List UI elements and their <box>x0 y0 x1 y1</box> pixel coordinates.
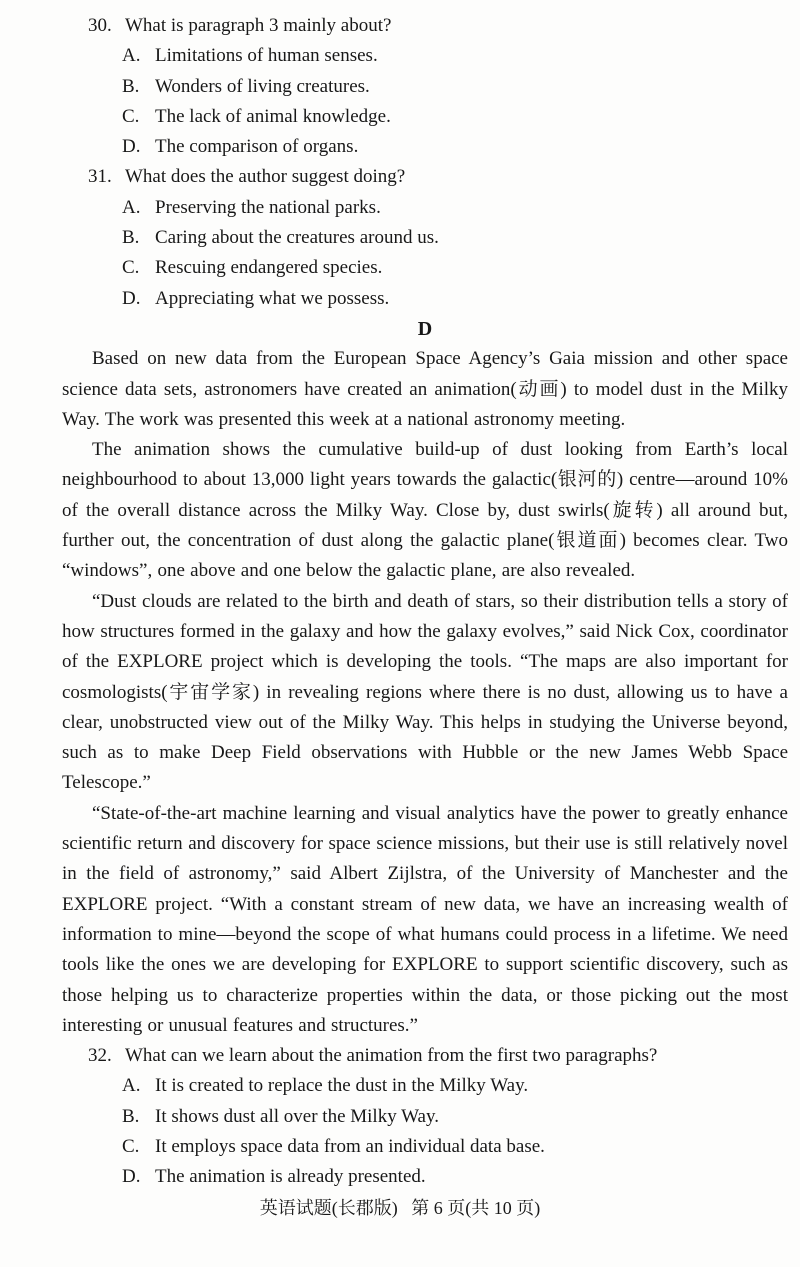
question-31-line <box>62 162 788 192</box>
option-c-label: C. <box>122 105 140 127</box>
option-a-text: Limitations of human senses. <box>155 45 378 67</box>
passage-paragraph-2: The animation shows the cumulative build-up of dust looking from Earth’s local neighbourhood to about 13,000 light years towards the galactic(银河的) centre—around 10% of the overall distance across the Milky Way. Close by, dust swirls(旋转) all around but, further out, the concentration of dust along the galactic plane(银道面) becomes clear. Two “windows”, one above and one below the galactic plane, are also revealed. <box>62 439 788 582</box>
question-31-text: What does the author suggest doing? <box>125 166 406 188</box>
option-b-text: It shows dust all over the Milky Way. <box>155 1105 439 1127</box>
question-30-option-c <box>62 102 788 132</box>
option-a-label: A. <box>122 45 141 67</box>
option-b-label: B. <box>122 1105 140 1127</box>
option-a-label: A. <box>122 196 141 218</box>
question-32-option-b <box>62 1102 788 1132</box>
option-c-text: Rescuing endangered species. <box>155 257 383 279</box>
option-d-text: The comparison of organs. <box>155 136 359 158</box>
option-c-text: The lack of animal knowledge. <box>155 105 391 127</box>
option-c-text: It employs space data from an individual data base. <box>155 1135 545 1157</box>
question-31-option-d <box>62 284 788 314</box>
question-30-option-b <box>62 72 788 102</box>
option-b-text: Caring about the creatures around us. <box>155 227 439 249</box>
page-content <box>0 11 800 1193</box>
question-32-text: What can we learn about the animation from the first two paragraphs? <box>125 1045 658 1067</box>
passage-paragraph-3: “Dust clouds are related to the birth and death of stars, so their distribution tells a story of how structures formed in the galaxy and how the galaxy evolves,” said Nick Cox, coordinator of the EXPLORE project which is developing the tools. “The maps are also important for cosmologists(宇宙学家) in revealing regions where there is no dust, allowing us to have a clear, unobstructed view out of the Milky Way. This helps in studying the Universe beyond, such as to make Deep Field observations with Hubble or the new James Webb Space Telescope.” <box>62 590 788 794</box>
option-a-text: Preserving the national parks. <box>155 196 381 218</box>
question-32-line <box>62 1041 788 1071</box>
question-32-option-c <box>62 1132 788 1162</box>
option-a-label: A. <box>122 1075 141 1097</box>
question-32-option-a <box>62 1071 788 1101</box>
option-d-text: The animation is already presented. <box>155 1166 426 1188</box>
question-30-line <box>62 11 788 41</box>
question-30-text: What is paragraph 3 mainly about? <box>125 15 392 36</box>
question-31-number: 31. <box>88 166 112 188</box>
option-c-label: C. <box>122 257 140 279</box>
option-a-text: It is created to replace the dust in the Milky Way. <box>155 1075 529 1097</box>
page-footer: 英语试题(长郡版) 第 6 页(共 10 页) <box>259 1197 541 1218</box>
option-b-label: B. <box>122 75 140 97</box>
question-31-option-c <box>62 253 788 283</box>
question-30-option-a <box>62 41 788 71</box>
question-31-option-a <box>62 193 788 223</box>
question-30-option-d <box>62 132 788 162</box>
option-b-label: B. <box>122 227 140 249</box>
option-d-label: D. <box>122 1166 141 1188</box>
section-label: D <box>417 317 433 340</box>
option-b-text: Wonders of living creatures. <box>155 75 370 97</box>
question-30 <box>62 11 788 162</box>
option-d-label: D. <box>122 136 141 158</box>
question-32-number: 32. <box>88 1045 112 1067</box>
option-d-label: D. <box>122 287 141 309</box>
passage-paragraph-4: “State-of-the-art machine learning and visual analytics have the power to greatly enhance scientific return and discovery for space science missions, but their use is still relatively novel in the field of astronomy,” said Albert Zijlstra, of the University of Manchester and the EXPLORE project. “With a constant stream of new data, we have an increasing wealth of information to mine—beyond the scope of what humans could process in a lifetime. We need tools like the ones we are developing for EXPLORE to support scientific discovery, such as those helping us to characterize properties within the data, or those picking out the most interesting or unusual features and structures.” <box>62 802 788 1036</box>
option-d-text: Appreciating what we possess. <box>155 287 390 309</box>
question-32-option-d <box>62 1162 788 1192</box>
question-32 <box>62 1041 788 1192</box>
question-30-number: 30. <box>88 15 112 36</box>
question-31-option-b <box>62 223 788 253</box>
option-c-label: C. <box>122 1135 140 1157</box>
question-31 <box>62 162 788 313</box>
passage-paragraph-1: Based on new data from the European Space Agency’s Gaia mission and other space science data sets, astronomers have created an animation(动画) to model dust in the Milky Way. The work was presented this week at a national astronomy meeting. <box>62 348 788 430</box>
